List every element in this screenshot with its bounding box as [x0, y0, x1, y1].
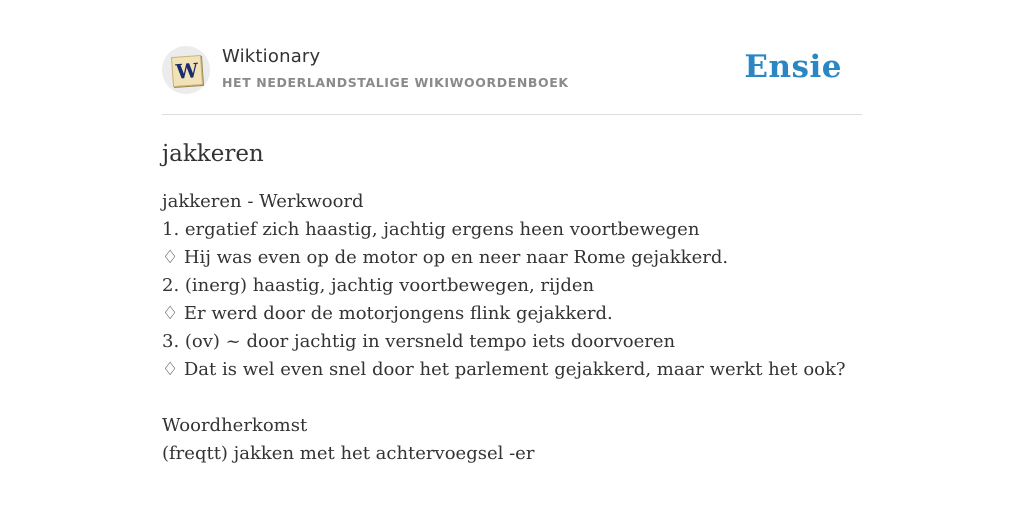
entry-content — [162, 188, 862, 468]
wiktionary-tile-icon: W — [171, 55, 203, 87]
wiktionary-logo[interactable] — [162, 46, 210, 94]
example-2: ♢ Er werd door de motorjongens flink gejakkerd. — [162, 303, 613, 324]
ensie-brand-logo[interactable]: Ensie — [744, 49, 842, 85]
definition-3: 3. (ov) ~ door jachtig in versneld tempo iets doorvoeren — [162, 331, 676, 352]
entry-title: jakkeren — [162, 141, 264, 167]
example-3: ♢ Dat is wel even snel door het parlement gejakkerd, maar werkt het ook? — [162, 359, 846, 380]
site-title[interactable]: Wiktionary — [222, 46, 321, 67]
etymology-text: (freqtt) jakken met het achtervoegsel -er — [162, 443, 535, 464]
part-of-speech-line: jakkeren - Werkwoord — [162, 191, 364, 212]
site-header — [162, 44, 862, 115]
site-subtitle: HET NEDERLANDSTALIGE WIKIWOORDENBOEK — [222, 75, 569, 90]
page — [162, 44, 862, 468]
example-1: ♢ Hij was even op de motor op en neer naar Rome gejakkerd. — [162, 247, 729, 268]
definition-1: 1. ergatief zich haastig, jachtig ergens heen voortbewegen — [162, 219, 700, 240]
etymology-heading: Woordherkomst — [162, 415, 308, 436]
definition-2: 2. (inerg) haastig, jachtig voortbewegen, rijden — [162, 275, 595, 296]
section-spacer — [162, 384, 862, 412]
